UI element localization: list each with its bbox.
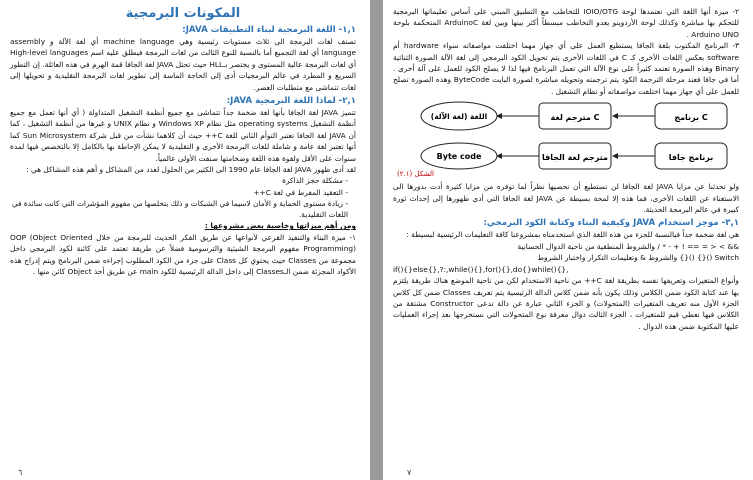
page-number: ٧: [407, 468, 412, 477]
problems-list: [10, 175, 356, 220]
paragraph-java-features: تتميز JAVA لغة الجافا بأنها لغة ضخمة جداً تتماشى مع جميع أنظمة التشغيل المتداولة ( أي أنها تعمل مع جميع أنظمة التشغيل operating systems مثل نظام Windows XP و نظام UNIX و غيرها من أنظمة التشغيل ، كما أن JAVA لغة الجافا تعتبر التوأم الثاني للغة C++ حيث أن كلاهما نشأت من قبل شركة Sun Microsystem كما أنها تعتبر لغة عامة و شاملة للغات البرمجة الأخرى و التقليدية لا يمكن الإحاطة بها بالكامل إلا بالتخصص فيها لمدة سنوات على الأقل ولقوة هذه اللغة وضخامتها صنفت الأولى عالمياً.: [10, 108, 356, 163]
section-heading-java-usage: ٣,١- موجز استخدام JAVA وكيفية البناء وكتابة الكود البرمجي:: [483, 218, 739, 229]
list-item: - مشكلة حجز الذاكرة: [282, 176, 348, 186]
list-item: - زيادة مستوى الحماية و الأمان لاسيما في الشبكات و ذلك بتخلصها من مفهوم المؤشرات التي كانت سائدة في اللغات التقليدية.: [11, 198, 348, 220]
paragraph-oop-feature: ١- ميزة البناء والتنفيذ القرعي لأنواعها عن طريق الفكر الحديث للبرمجة من خلال OOP (Object Oriented Programming) مفهوم البرمجة الشيئية والترسومية فضلاً عن طريقة تعتمد على كائنة لكود البرمجي داخل مجموعة من Classes حيث يحتوي كل Class على جزء من الكود المطلوب إجراءه ضمن البرنامج ويتم إدراج هذه الأكواد المجزئة ضمن الـClasses إلى داخل الدالة الرئيسية للكود main عن طريق أخذ Object كائن منها .: [10, 232, 357, 276]
code-operators-line: && > < = == ! + - * / والشروط المنطقية من ناحية الدوال الحسابية: [517, 241, 739, 251]
machine-language-label: اللغة (لغة الآلة): [430, 112, 488, 122]
bytecode-label: Byte code: [436, 152, 482, 162]
c-program-label: برنامج C: [674, 113, 708, 123]
compilation-diagram: [393, 99, 739, 179]
features-intro: ومن أهم ميزاتها وخاصية بعض مشروعها :: [204, 221, 356, 231]
page-title: المكونات البرمجية: [125, 6, 241, 21]
java-program-label: برنامج جافا: [668, 153, 714, 163]
page-number: ٦: [18, 468, 23, 477]
paragraph-java-1990: لقد أدى ظهور JAVA لغة الجافا عام 1990 الى الكثير من الحلول لعدد من المشاكل و أهم هذه المشاكل هي :: [26, 165, 356, 175]
figure-caption: الشكل (٢.١): [397, 170, 434, 179]
code-syntax-line: if(){}else{},?:,while(){},for(){},do{}while(){},: [393, 264, 569, 274]
paragraph-ioio-feature: ٢- ميزة أنها اللغة التي تعتمدها لوحة IOIO/OTG للتخاطب مع التطبيق المبني على أساس تعليماتها البرمجية للتحكم بها مباشرة وكذلك لوحة الأردوينو يعدو التخاطب مبسطاً أكثر بينها وبين لغة ArduinoC المتحكمة بلوحة Arduino UNO .: [393, 7, 740, 39]
paragraph-variables: وأنواع المتغيرات وتعريفها نفسه بطريقة لغة C++ من ناحية الاستخدام لكن من ناحية الموضع هناك طريقة يلتزم بها عند كتابة الكود ضمن الكلاس وذلك يكون بأنه ضمن كلاس الدالة الرئيسية يتم تعريف Classes ضمن كل كلاس الجزء الأول منه تعريف المتغيرات (المتحولات) و الجزء الثاني عبارة عن دالة تدعى Constructor مشتقة من الكلاس فيها نعطي قيم للمتغيرات ، الجزء الثالث دوال معرفة نوع المتحولات التي نستخرجها بعد إجراء العمليات عليها المكتوبة ضمن هذه الدوال .: [393, 276, 739, 331]
paragraph-instructions-intro: هي لغة ضخمة جداً فبالنسبة للجزء من هذه اللغة الذي استخدمناه بمشروعنا كافة التعليمات الرئيسية لبسيطة :: [406, 230, 739, 240]
paragraph-language-levels: تصنف لغات البرمجة الى ثلاث مستويات رئيسية وهي machine language أي لغة الآلة و assembly language أي لغة التجميع أما بالنسبة للنوع الثالث من لغات البرمجة فيطلق عليه اسم High-level languages أي لغات البرمجة عالية المستوى و يختصر بـHLL حيث تحتل JAVA لغة الجافا قمة الهرم في هذه العائلة. إن التطور السريع و المطرد في عالم البرمجيات أدى إلى الحاجة الماسة إلى تطوير لغات البرمجة التقليدية و تحويلها إلى لغات تتماشى مع متطلبات العصر.: [10, 37, 357, 92]
section-heading-why-java: ٢,١- لماذا اللغة البرمجية JAVA:: [226, 96, 356, 107]
right-page: [383, 0, 753, 480]
c-compiler-label: مترجم لغة C: [550, 113, 600, 123]
code-loops-line: Switch (){} (){} والشروط & وتعليمات التكرار واختبار الشروط: [537, 253, 739, 263]
section-heading-java-language: ١,١- اللغة البرمجية لبناء التطبيقات JAVA:: [182, 25, 356, 35]
paragraph-java-advantages: ولو تحدثنا عن مزايا JAVA لغة الجافا لن نستطيع أن نحصيها نظراً لما توفره من مزايا كثيرة أدت بدورها الى الاستغناء عن اللغات الأخرى، فما هذه إلا لمحة بسيطة عن JAVA لغة الجافا التي أدى ظهورها إلى إحداث ثورة كبيرة في عالم البرمجة الحديثة.: [393, 182, 740, 215]
left-page: [0, 0, 370, 480]
list-item: - التعقيد المفرط في لغة C++: [253, 187, 348, 197]
paragraph-portability: ٣- البرنامج المكتوب بلغة الجافا يستطيع العمل على أي جهاز مهما اختلفت مواصفاته سواء hardware أم software بعكس اللغات الأخرى كـ C في اللغات الأخرى يتم تحويل الكود البرمجي إلى لغة الآلة الصورة الثنائية Binary وهذه الصورة تعتمد كثيراً على نوع الآلة التي تعمل البرنامج فيها لذا لا يصلح الكود للعمل على آلة أخرى . أما في جافا فعند مرحلة الترجمة الكود يتم ترجمته وتحويله مباشرة لصورة البايت ByteCode وهذه الصورة تصلح للعمل على أي جهاز مهما اختلفت مواصفاته أو نظام التشغيل .: [393, 41, 739, 96]
java-compiler-label: مترجم لغة الجافا: [542, 153, 608, 163]
